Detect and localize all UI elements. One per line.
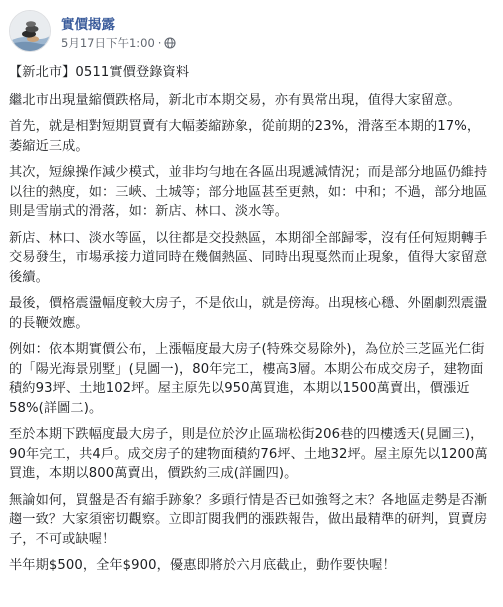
paragraph: 新店、林口、淡水等區，以往都是交投熱區，本期卻全部歸零，沒有任何短期轉手交易發生，市場承接力道同時在幾個熱區、同時出現戛然而止現象，值得大家留意後續。 bbox=[9, 230, 488, 285]
post-timestamp[interactable]: 5月17日下午1:00 bbox=[61, 36, 155, 50]
paragraph: 例如：依本期實價公布，上漲幅度最大房子(特殊交易除外)，為位於三芝區光仁街的「陽光海景別墅」(見圖一)，80年完工，樓高3層。本期公布成交房子，建物面積約93坪、土地102坪。屋主原先以950萬買進，本期以1500萬賣出，價漲近58%(詳圖二)。 bbox=[9, 342, 485, 416]
paragraph: 最後，價格震盪幅度較大房子，不是依山，就是傍海。出現核心穩、外圍劇烈震盪的長鞭效應。 bbox=[9, 296, 488, 331]
globe-icon[interactable] bbox=[164, 37, 176, 52]
post-body bbox=[9, 63, 493, 583]
paragraph: 至於本期下跌幅度最大房子，則是位於汐止區瑞松街206巷的四樓透天(見圖三)，90年完工，共4戶。成交房子的建物面積約76坪、土地32坪。屋主原先以1200萬買進，本期以800萬賣出，價跌約三成(詳圖四)。 bbox=[9, 427, 488, 481]
paragraph: 半年期$500，全年$900，優惠即將於六月底截止，動作要快喔！ bbox=[9, 558, 396, 573]
avatar-image bbox=[10, 11, 50, 51]
page-avatar[interactable] bbox=[9, 10, 51, 52]
paragraph: 首先，就是相對短期買賣有大幅萎縮跡象，從前期的23%，滑落至本期的17%，萎縮近三成。 bbox=[9, 119, 481, 154]
paragraph: 無論如何，買盤是否有縮手跡象？多頭行情是否已如強弩之末？各地區走勢是否漸趨一致？大家須密切觀察。立即訂閱我們的漲跌報告，做出最精準的研判，買賣房子，不可或缺喔！ bbox=[9, 492, 488, 547]
post-meta bbox=[61, 35, 176, 52]
paragraph: 繼北市出現量縮價跌格局，新北市本期交易，亦有異常出現，值得大家留意。 bbox=[9, 92, 461, 108]
page-name-link[interactable]: 實價揭露 bbox=[61, 17, 115, 33]
meta-separator: · bbox=[157, 36, 162, 50]
paragraph: 其次，短線操作減少模式，並非均勻地在各區出現遞減情況；而是部分地區仍維持以往的熱度，如：三峽、土城等；部分地區甚至更熱，如：中和；不過，部分地區則是雪崩式的滑落，如：新店、林口、淡水等。 bbox=[9, 165, 488, 219]
post-title: 【新北市】0511實價登錄資料 bbox=[9, 65, 190, 80]
